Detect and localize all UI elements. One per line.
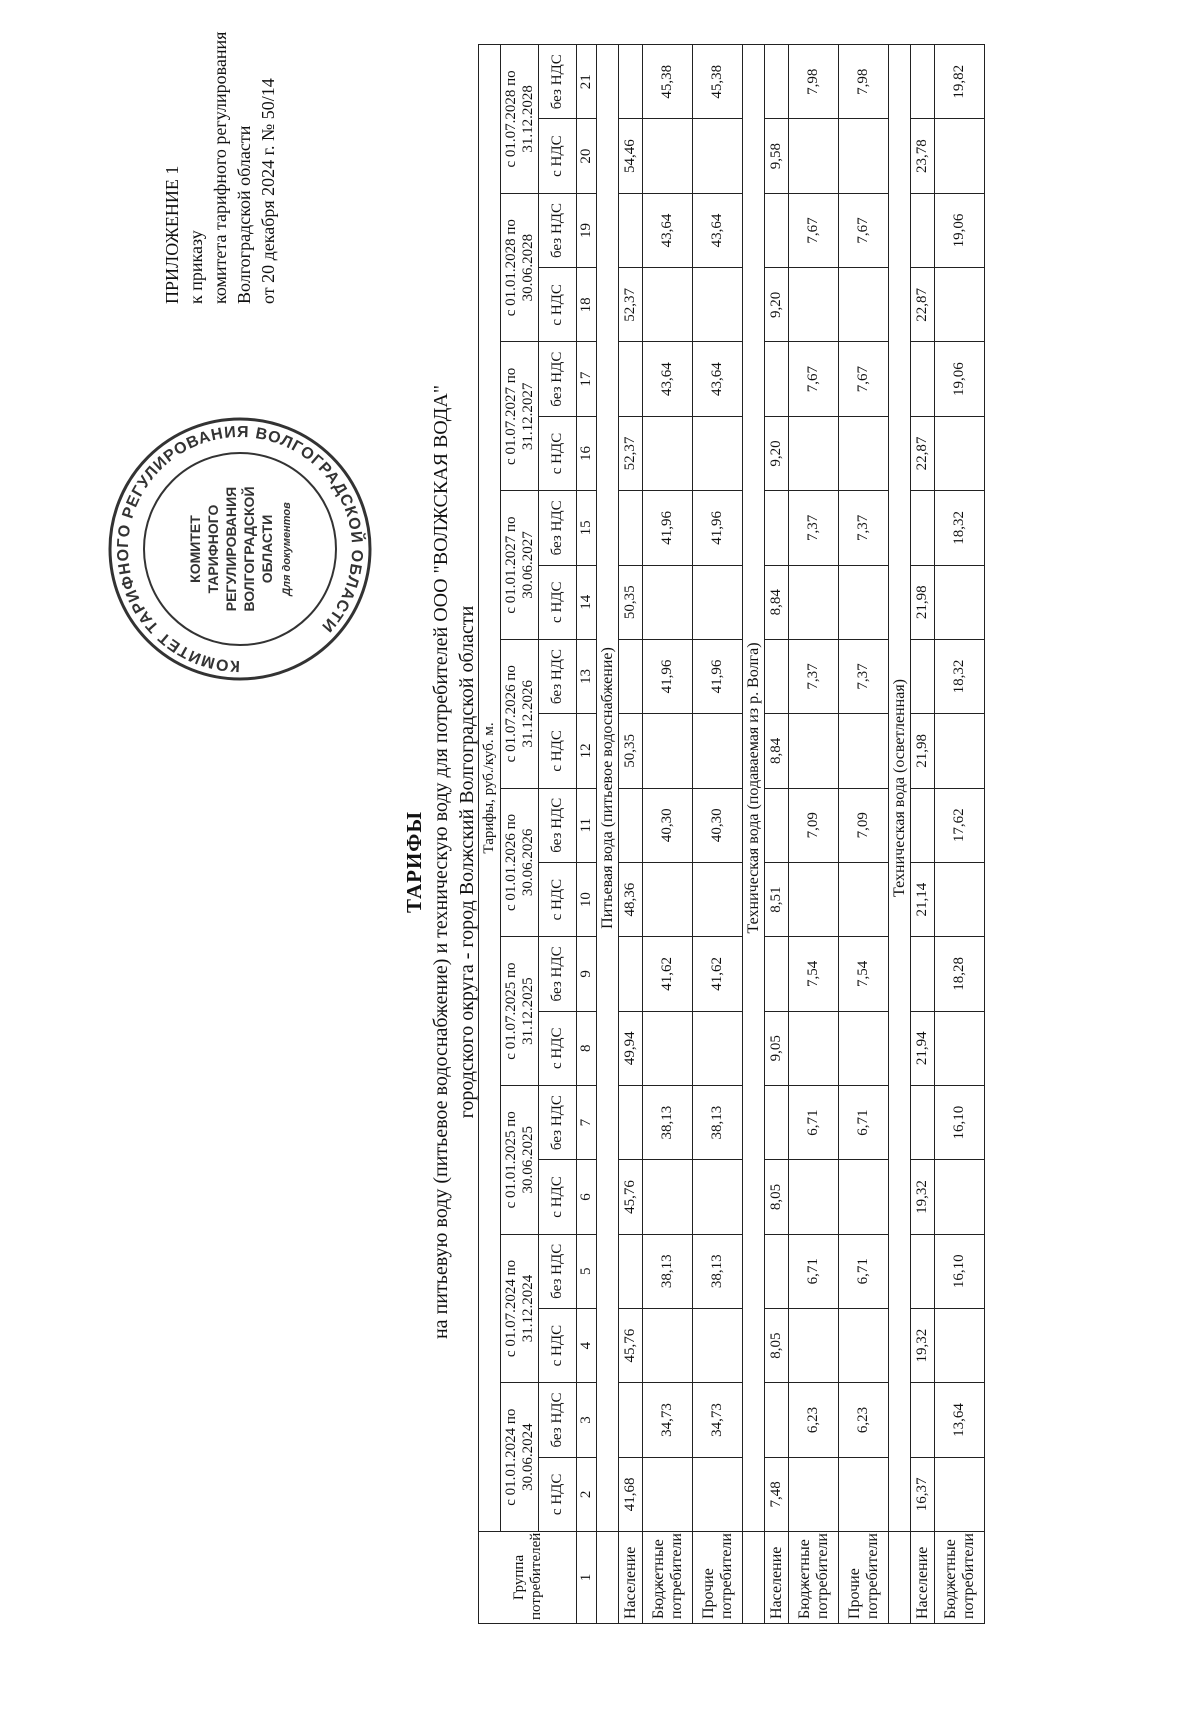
tariff-without-vat-cell: 13,64	[935, 1383, 985, 1457]
svg-text:КОМИТЕТ ТАРИФНОГО РЕГУЛИРОВАНИ: КОМИТЕТ ТАРИФНОГО РЕГУЛИРОВАНИЯ ВОЛГОГРАДСКОЙ ОБЛАСТИ	[114, 423, 366, 675]
tariff-empty-cell	[765, 1383, 789, 1457]
tariff-empty-cell	[935, 268, 985, 342]
tariff-without-vat-cell: 6,71	[839, 1085, 889, 1159]
appendix-line: к приказу	[186, 230, 206, 304]
with-vat-header-cell: с НДС	[539, 862, 577, 936]
tariff-without-vat-cell: 41,62	[693, 937, 743, 1011]
column-number-cell: 3	[577, 1383, 597, 1457]
tariff-empty-cell	[643, 1457, 693, 1531]
tariff-row	[911, 45, 935, 1624]
tariff-empty-cell	[619, 342, 643, 416]
tariff-empty-cell	[643, 1308, 693, 1382]
tariff-without-vat-cell: 7,09	[839, 788, 889, 862]
tariff-with-vat-cell: 22,87	[911, 268, 935, 342]
group-header-cell: Группа потребителей	[479, 1532, 577, 1624]
tariff-empty-cell	[619, 1383, 643, 1457]
tariff-without-vat-cell: 7,67	[789, 342, 839, 416]
tariff-empty-cell	[693, 1308, 743, 1382]
tariff-without-vat-cell: 6,71	[789, 1234, 839, 1308]
appendix-line: Волгоградской области	[234, 125, 254, 304]
units-header-cell: Тарифы, руб./куб. м.	[479, 45, 501, 1532]
tariff-empty-cell	[789, 119, 839, 193]
tariff-without-vat-cell: 19,06	[935, 342, 985, 416]
period-header-cell: с 01.01.2025 по 30.06.2025	[501, 1085, 539, 1234]
tariff-empty-cell	[619, 937, 643, 1011]
without-vat-header-cell: без НДС	[539, 937, 577, 1011]
tariff-without-vat-cell: 43,64	[643, 193, 693, 267]
tariff-row	[693, 45, 743, 1624]
seal-inner-line: Для документов	[281, 502, 293, 596]
tariff-empty-cell	[643, 714, 693, 788]
tariff-with-vat-cell: 9,05	[765, 1011, 789, 1085]
column-number-cell: 7	[577, 1085, 597, 1159]
tariff-empty-cell	[839, 416, 889, 490]
appendix-line: ПРИЛОЖЕНИЕ 1	[162, 165, 182, 304]
tariff-empty-cell	[765, 45, 789, 119]
period-header-cell: с 01.07.2026 по 31.12.2026	[501, 639, 539, 788]
tariff-with-vat-cell: 52,37	[619, 416, 643, 490]
tariff-empty-cell	[693, 1160, 743, 1234]
document-subtitle: на питьевую воду (питьевое водоснабжение) и техническую воду для потребителей ООО "ВОЛЖСКАЯ ВОДА"	[430, 385, 452, 1340]
tariff-empty-cell	[789, 565, 839, 639]
with-vat-header-cell: с НДС	[539, 1457, 577, 1531]
tariff-without-vat-cell: 38,13	[693, 1085, 743, 1159]
period-header-cell: с 01.07.2024 по 31.12.2024	[501, 1234, 539, 1383]
tariff-empty-cell	[643, 1160, 693, 1234]
tariff-empty-cell	[643, 268, 693, 342]
tariff-with-vat-cell: 21,98	[911, 565, 935, 639]
section-title-cell: Техническая вода (подаваемая из р. Волга)	[743, 45, 765, 1532]
tariff-without-vat-cell: 41,96	[693, 639, 743, 713]
tariff-with-vat-cell: 9,20	[765, 268, 789, 342]
seal-inner-line: ТАРИФНОГО	[205, 504, 221, 594]
tariff-empty-cell	[839, 1160, 889, 1234]
tariff-empty-cell	[765, 342, 789, 416]
consumer-group-cell: Бюджетные потребители	[935, 1532, 985, 1624]
tariff-empty-cell	[911, 342, 935, 416]
tariff-with-vat-cell: 8,05	[765, 1160, 789, 1234]
tariff-with-vat-cell: 48,36	[619, 862, 643, 936]
tariff-empty-cell	[935, 1160, 985, 1234]
section-title-cell: Питьевая вода (питьевое водоснабжение)	[597, 45, 619, 1532]
column-number-cell: 2	[577, 1457, 597, 1531]
tariff-empty-cell	[911, 937, 935, 1011]
period-header-cell: с 01.07.2025 по 31.12.2025	[501, 937, 539, 1086]
appendix-line: от 20 декабря 2024 г. № 50/14	[258, 78, 278, 304]
with-vat-header-cell: с НДС	[539, 268, 577, 342]
tariff-without-vat-cell: 7,98	[789, 45, 839, 119]
column-number-cell: 12	[577, 714, 597, 788]
tariff-without-vat-cell: 34,73	[693, 1383, 743, 1457]
title-block	[400, 0, 480, 1724]
tariff-empty-cell	[619, 1085, 643, 1159]
tariff-without-vat-cell: 43,64	[643, 342, 693, 416]
tariff-empty-cell	[765, 1234, 789, 1308]
seal-inner-line: ОБЛАСТИ	[259, 514, 275, 584]
tariff-without-vat-cell: 7,98	[839, 45, 889, 119]
tariff-empty-cell	[765, 788, 789, 862]
tariff-empty-cell	[911, 1085, 935, 1159]
tariff-empty-cell	[693, 565, 743, 639]
tariff-without-vat-cell: 7,37	[789, 639, 839, 713]
tariff-without-vat-cell: 7,37	[839, 491, 889, 565]
tariff-empty-cell	[839, 862, 889, 936]
column-number-cell: 19	[577, 193, 597, 267]
tariff-without-vat-cell: 7,37	[789, 491, 839, 565]
tariff-empty-cell	[643, 119, 693, 193]
tariff-without-vat-cell: 43,64	[693, 342, 743, 416]
tariff-empty-cell	[643, 416, 693, 490]
tariff-without-vat-cell: 7,67	[789, 193, 839, 267]
tariff-with-vat-cell: 50,35	[619, 714, 643, 788]
with-vat-header-cell: с НДС	[539, 1011, 577, 1085]
tariff-with-vat-cell: 19,32	[911, 1160, 935, 1234]
tariff-without-vat-cell: 45,38	[693, 45, 743, 119]
tariff-empty-cell	[935, 1457, 985, 1531]
group-cell-empty	[889, 1532, 911, 1624]
official-seal-stamp	[105, 414, 375, 684]
column-number-row	[577, 45, 597, 1624]
tariff-row	[619, 45, 643, 1624]
tariffs-table	[478, 44, 985, 1624]
tariff-with-vat-cell: 16,37	[911, 1457, 935, 1531]
tariff-row	[789, 45, 839, 1624]
column-number-cell: 11	[577, 788, 597, 862]
tariff-without-vat-cell: 41,62	[643, 937, 693, 1011]
group-cell-empty	[743, 1532, 765, 1624]
tariff-empty-cell	[693, 268, 743, 342]
column-number-cell: 21	[577, 45, 597, 119]
tariff-empty-cell	[839, 119, 889, 193]
tariff-with-vat-cell: 8,51	[765, 862, 789, 936]
document-subtitle-line2: городского округа - город Волжский Волгоградской области	[456, 605, 478, 1119]
tariff-without-vat-cell: 19,82	[935, 45, 985, 119]
tariff-empty-cell	[789, 268, 839, 342]
tariff-without-vat-cell: 16,10	[935, 1234, 985, 1308]
period-header-cell: с 01.01.2028 по 30.06.2028	[501, 193, 539, 342]
without-vat-header-cell: без НДС	[539, 45, 577, 119]
without-vat-header-cell: без НДС	[539, 788, 577, 862]
without-vat-header-cell: без НДС	[539, 639, 577, 713]
column-number-cell: 17	[577, 342, 597, 416]
without-vat-header-cell: без НДС	[539, 1234, 577, 1308]
tariff-without-vat-cell: 17,62	[935, 788, 985, 862]
appendix-block	[160, 32, 280, 304]
document-title: ТАРИФЫ	[402, 811, 426, 913]
tariff-with-vat-cell: 50,35	[619, 565, 643, 639]
tariff-without-vat-cell: 18,28	[935, 937, 985, 1011]
tariff-row	[839, 45, 889, 1624]
tariff-empty-cell	[789, 1011, 839, 1085]
tariff-empty-cell	[765, 639, 789, 713]
tariff-empty-cell	[693, 1011, 743, 1085]
with-vat-header-cell: с НДС	[539, 416, 577, 490]
column-number-cell: 1	[577, 1532, 597, 1624]
tariff-without-vat-cell: 7,54	[839, 937, 889, 1011]
tariff-with-vat-cell: 49,94	[619, 1011, 643, 1085]
tariff-without-vat-cell: 6,71	[839, 1234, 889, 1308]
tariff-with-vat-cell: 41,68	[619, 1457, 643, 1531]
tariff-without-vat-cell: 7,67	[839, 193, 889, 267]
tariff-without-vat-cell: 45,38	[643, 45, 693, 119]
tariff-empty-cell	[789, 1457, 839, 1531]
tariff-empty-cell	[693, 119, 743, 193]
tariff-empty-cell	[935, 565, 985, 639]
without-vat-header-cell: без НДС	[539, 193, 577, 267]
tariff-with-vat-cell: 23,78	[911, 119, 935, 193]
tariff-with-vat-cell: 21,98	[911, 714, 935, 788]
tariff-empty-cell	[839, 268, 889, 342]
tariff-row	[765, 45, 789, 1624]
tariff-empty-cell	[765, 193, 789, 267]
consumer-group-cell: Население	[911, 1532, 935, 1624]
column-number-cell: 4	[577, 1308, 597, 1382]
tariff-with-vat-cell: 8,84	[765, 714, 789, 788]
tariff-without-vat-cell: 7,67	[839, 342, 889, 416]
seal-inner-line: ВОЛГОГРАДСКОЙ	[241, 486, 257, 612]
tariff-without-vat-cell: 7,54	[789, 937, 839, 1011]
column-number-cell: 8	[577, 1011, 597, 1085]
tariff-without-vat-cell: 6,23	[789, 1383, 839, 1457]
without-vat-header-cell: без НДС	[539, 491, 577, 565]
column-number-cell: 10	[577, 862, 597, 936]
tariff-without-vat-cell: 18,32	[935, 491, 985, 565]
header-row	[479, 45, 501, 1624]
tariff-empty-cell	[935, 416, 985, 490]
tariff-without-vat-cell: 41,96	[643, 639, 693, 713]
without-vat-header-cell: без НДС	[539, 342, 577, 416]
consumer-group-cell: Прочие потребители	[839, 1532, 889, 1624]
tariff-empty-cell	[765, 491, 789, 565]
tariff-without-vat-cell: 38,13	[693, 1234, 743, 1308]
tariff-without-vat-cell: 40,30	[693, 788, 743, 862]
tariff-empty-cell	[935, 1011, 985, 1085]
tariff-empty-cell	[619, 45, 643, 119]
tariff-empty-cell	[911, 788, 935, 862]
seal-inner-line: КОМИТЕТ	[187, 515, 203, 583]
tariff-empty-cell	[911, 193, 935, 267]
tariff-empty-cell	[619, 193, 643, 267]
column-number-cell: 13	[577, 639, 597, 713]
tariff-empty-cell	[789, 1308, 839, 1382]
tariff-without-vat-cell: 7,09	[789, 788, 839, 862]
tariff-without-vat-cell: 7,37	[839, 639, 889, 713]
column-number-cell: 14	[577, 565, 597, 639]
tariff-empty-cell	[911, 639, 935, 713]
section-title-row	[597, 45, 619, 1624]
tariff-without-vat-cell: 34,73	[643, 1383, 693, 1457]
tariff-without-vat-cell: 41,96	[693, 491, 743, 565]
appendix-line: комитета тарифного регулирования	[210, 31, 230, 304]
consumer-group-cell: Население	[619, 1532, 643, 1624]
tariff-empty-cell	[911, 1234, 935, 1308]
tariff-with-vat-cell: 8,84	[765, 565, 789, 639]
without-vat-header-cell: без НДС	[539, 1085, 577, 1159]
tariff-without-vat-cell: 16,10	[935, 1085, 985, 1159]
tariff-empty-cell	[643, 1011, 693, 1085]
tariff-without-vat-cell: 38,13	[643, 1085, 693, 1159]
tariff-empty-cell	[839, 565, 889, 639]
with-vat-header-cell: с НДС	[539, 714, 577, 788]
tariff-without-vat-cell: 6,71	[789, 1085, 839, 1159]
tariff-without-vat-cell: 18,32	[935, 639, 985, 713]
tariff-with-vat-cell: 8,05	[765, 1308, 789, 1382]
with-vat-header-cell: с НДС	[539, 1160, 577, 1234]
tariff-without-vat-cell: 6,23	[839, 1383, 889, 1457]
tariff-empty-cell	[789, 714, 839, 788]
consumer-group-cell: Население	[765, 1532, 789, 1624]
tariff-without-vat-cell: 19,06	[935, 193, 985, 267]
tariff-with-vat-cell: 9,58	[765, 119, 789, 193]
tariff-with-vat-cell: 7,48	[765, 1457, 789, 1531]
with-vat-header-cell: с НДС	[539, 1308, 577, 1382]
tariff-row	[935, 45, 985, 1624]
tariff-empty-cell	[693, 416, 743, 490]
tariff-with-vat-cell: 9,20	[765, 416, 789, 490]
tariff-empty-cell	[935, 1308, 985, 1382]
column-number-cell: 16	[577, 416, 597, 490]
tariff-empty-cell	[839, 1011, 889, 1085]
tariff-with-vat-cell: 45,76	[619, 1160, 643, 1234]
tariff-empty-cell	[911, 45, 935, 119]
section-title-cell: Техническая вода (осветленная)	[889, 45, 911, 1532]
period-header-cell: с 01.01.2027 по 30.06.2027	[501, 491, 539, 640]
tariff-empty-cell	[789, 862, 839, 936]
tariff-with-vat-cell: 19,32	[911, 1308, 935, 1382]
tariff-with-vat-cell: 45,76	[619, 1308, 643, 1382]
consumer-group-cell: Прочие потребители	[693, 1532, 743, 1624]
tariff-empty-cell	[619, 788, 643, 862]
tariff-empty-cell	[911, 491, 935, 565]
section-title-row	[889, 45, 911, 1624]
tariff-row	[643, 45, 693, 1624]
tariff-with-vat-cell: 54,46	[619, 119, 643, 193]
tariff-empty-cell	[693, 714, 743, 788]
tariff-without-vat-cell: 43,64	[693, 193, 743, 267]
tariff-empty-cell	[619, 491, 643, 565]
period-header-cell: с 01.01.2024 по 30.06.2024	[501, 1383, 539, 1532]
section-title-row	[743, 45, 765, 1624]
tariff-without-vat-cell: 40,30	[643, 788, 693, 862]
tariff-empty-cell	[935, 862, 985, 936]
tariff-empty-cell	[765, 1085, 789, 1159]
tariff-empty-cell	[789, 1160, 839, 1234]
tariff-empty-cell	[643, 862, 693, 936]
without-vat-header-cell: без НДС	[539, 1383, 577, 1457]
column-number-cell: 6	[577, 1160, 597, 1234]
tariff-empty-cell	[935, 714, 985, 788]
tariff-empty-cell	[839, 714, 889, 788]
period-header-cell: с 01.01.2026 по 30.06.2026	[501, 788, 539, 937]
tariff-without-vat-cell: 38,13	[643, 1234, 693, 1308]
period-header-cell: с 01.07.2028 по 31.12.2028	[501, 45, 539, 194]
tariff-empty-cell	[911, 1383, 935, 1457]
column-number-cell: 20	[577, 119, 597, 193]
tariff-empty-cell	[619, 639, 643, 713]
tariff-empty-cell	[765, 937, 789, 1011]
seal-inner-line: РЕГУЛИРОВАНИЯ	[223, 486, 239, 612]
consumer-group-cell: Бюджетные потребители	[789, 1532, 839, 1624]
consumer-group-cell: Бюджетные потребители	[643, 1532, 693, 1624]
tariff-empty-cell	[619, 1234, 643, 1308]
tariff-with-vat-cell: 52,37	[619, 268, 643, 342]
vat-header-row	[539, 45, 577, 1624]
tariff-with-vat-cell: 21,94	[911, 1011, 935, 1085]
tariff-empty-cell	[789, 416, 839, 490]
tariff-empty-cell	[839, 1457, 889, 1531]
with-vat-header-cell: с НДС	[539, 565, 577, 639]
tariff-with-vat-cell: 22,87	[911, 416, 935, 490]
tariff-without-vat-cell: 41,96	[643, 491, 693, 565]
column-number-cell: 15	[577, 491, 597, 565]
tariff-with-vat-cell: 21,14	[911, 862, 935, 936]
column-number-cell: 18	[577, 268, 597, 342]
column-number-cell: 9	[577, 937, 597, 1011]
tariff-empty-cell	[693, 862, 743, 936]
tariff-empty-cell	[643, 565, 693, 639]
with-vat-header-cell: с НДС	[539, 119, 577, 193]
periods-row	[501, 45, 539, 1624]
tariff-empty-cell	[693, 1457, 743, 1531]
tariff-empty-cell	[935, 119, 985, 193]
period-header-cell: с 01.07.2027 по 31.12.2027	[501, 342, 539, 491]
tariff-empty-cell	[839, 1308, 889, 1382]
group-cell-empty	[597, 1532, 619, 1624]
column-number-cell: 5	[577, 1234, 597, 1308]
